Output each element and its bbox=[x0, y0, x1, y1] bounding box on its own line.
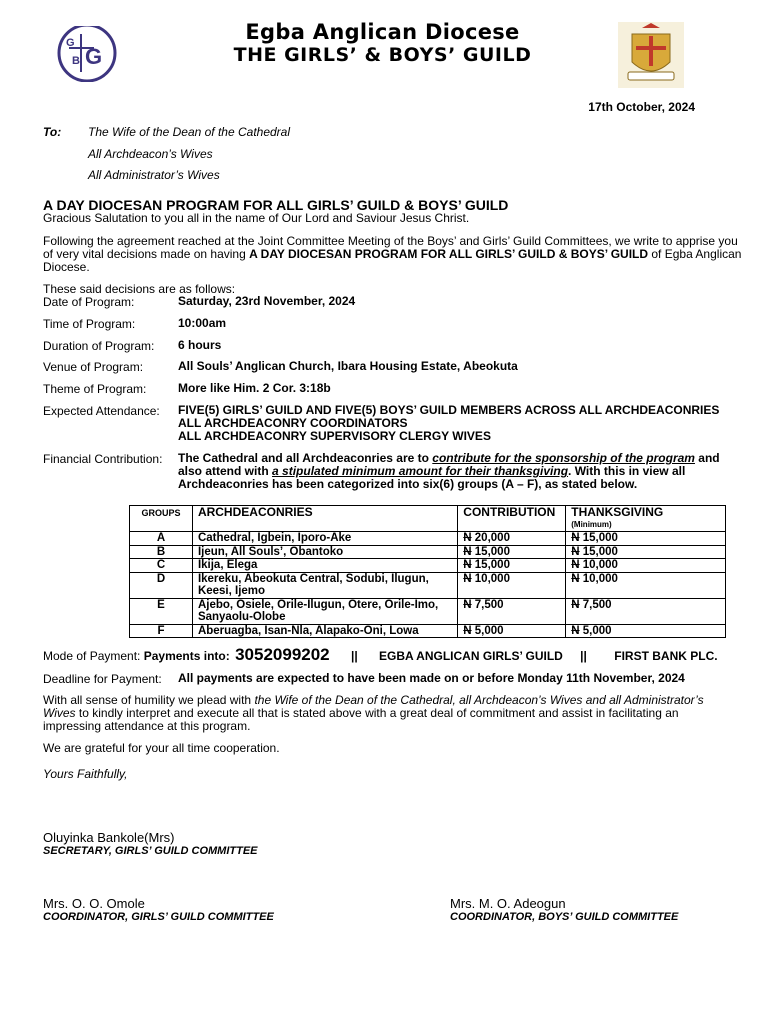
naira-sign: N bbox=[463, 624, 472, 637]
duration-label: Duration of Program: bbox=[43, 339, 155, 353]
amount-value: 15,000 bbox=[579, 532, 618, 544]
diocese-crest bbox=[618, 22, 684, 88]
date-label: Date of Program: bbox=[43, 295, 135, 309]
closing-text: With all sense of humility we plead with bbox=[43, 693, 255, 707]
deadline-value: All payments are expected to have been made on or before Monday 11th November, 2024 bbox=[178, 671, 685, 685]
thanksgiving-cell bbox=[566, 624, 726, 638]
amount-value: 15,000 bbox=[471, 545, 510, 558]
recipient-line: The Wife of the Dean of the Cathedral bbox=[88, 125, 291, 139]
naira-sign: N bbox=[463, 598, 472, 611]
archdeaconries-cell: Ijeun, All Souls’, Obantoko bbox=[192, 545, 457, 559]
contribution-cell bbox=[458, 559, 566, 573]
financial-label: Financial Contribution: bbox=[43, 452, 163, 466]
duration-value: 6 hours bbox=[178, 338, 222, 352]
closing-italic: the Wife of the Dean of the Cathedral, all Archdeacon’s Wives and all Administrator’s Wives bbox=[43, 693, 704, 720]
contribution-cell bbox=[458, 532, 566, 546]
naira-sign: N bbox=[463, 572, 472, 585]
thanksgiving-note: (Minimum) bbox=[571, 519, 612, 529]
thanksgiving-cell bbox=[566, 598, 726, 624]
signatory-title: COORDINATOR, BOYS’ GUILD COMMITTEE bbox=[450, 911, 679, 923]
financial-emphasis: a stipulated minimum amount for their thanksgiving bbox=[272, 464, 569, 478]
attendance-label: Expected Attendance: bbox=[43, 404, 160, 418]
col-header-groups: GROUPS bbox=[130, 506, 193, 532]
payment-line bbox=[43, 645, 718, 665]
table-row bbox=[130, 532, 726, 546]
thanksgiving-cell bbox=[566, 545, 726, 559]
col-header-thanksgiving bbox=[566, 506, 726, 532]
time-value: 10:00am bbox=[178, 316, 227, 330]
table-row bbox=[130, 559, 726, 573]
naira-sign: N bbox=[463, 532, 472, 544]
archdeaconries-cell: Ajebo, Osiele, Orile-Ilugun, Otere, Orile-Imo, Sanyaolu-Olobe bbox=[192, 598, 457, 624]
financial-emphasis: contribute for the sponsorship of the program bbox=[432, 451, 695, 465]
closing-text-end: to kindly interpret and execute all that is stated above with a great deal of commitment and assist in facilitating an impressing attendance at this program. bbox=[43, 706, 679, 733]
theme-label: Theme of Program: bbox=[43, 382, 147, 396]
intro-text-end: of Egba Anglican Diocese. bbox=[43, 247, 742, 274]
naira-sign: N bbox=[571, 545, 580, 558]
amount-value: 10,000 bbox=[579, 559, 618, 571]
table-row bbox=[130, 624, 726, 638]
group-cell: D bbox=[130, 572, 193, 598]
guild-title: THE GIRLS’ & BOYS’ GUILD bbox=[233, 44, 532, 66]
thanksgiving-cell bbox=[566, 532, 726, 546]
archdeaconries-cell: Ikereku, Abeokuta Central, Sodubi, Ilugun, Keesi, Ijemo bbox=[192, 572, 457, 598]
intro-text: Following the agreement reached at the Joint Committee Meeting of the Boys’ and Girls’ Guild Committees, we write to apprise you of very vital decisions made on having bbox=[43, 234, 738, 261]
time-label: Time of Program: bbox=[43, 317, 136, 331]
financial-text: The Cathedral and all Archdeaconries are to bbox=[178, 451, 433, 465]
amount-value: 10,000 bbox=[471, 572, 510, 585]
theme-value: More like Him. 2 Cor. 3:18b bbox=[178, 381, 331, 395]
financial-text: and also attend with bbox=[178, 451, 720, 478]
amount-value: 7,500 bbox=[471, 598, 504, 611]
signatory-name: Oluyinka Bankole(Mrs) bbox=[43, 830, 175, 845]
group-cell: E bbox=[130, 598, 193, 624]
naira-sign: N bbox=[571, 598, 580, 611]
group-cell: C bbox=[130, 559, 193, 573]
amount-value: 20,000 bbox=[471, 532, 510, 544]
decisions-intro: These said decisions are as follows: bbox=[43, 282, 236, 296]
account-number: 3052099202 bbox=[235, 645, 330, 664]
venue-value: All Souls’ Anglican Church, Ibara Housing Estate, Abeokuta bbox=[178, 359, 518, 373]
account-name: EGBA ANGLICAN GIRLS’ GUILD bbox=[379, 649, 563, 663]
intro-bold: A DAY DIOCESAN PROGRAM FOR ALL GIRLS’ GUILD & BOYS’ GUILD bbox=[249, 247, 649, 261]
signatory-name: Mrs. O. O. Omole bbox=[43, 896, 145, 911]
guild-logo bbox=[56, 26, 116, 78]
payment-label: Mode of Payment: bbox=[43, 649, 141, 663]
amount-value: 10,000 bbox=[579, 572, 618, 585]
col-header-contribution: CONTRIBUTION bbox=[458, 506, 566, 532]
letter-date: 17th October, 2024 bbox=[588, 100, 695, 114]
group-cell: A bbox=[130, 532, 193, 546]
salutation: Gracious Salutation to you all in the name of Our Lord and Saviour Jesus Christ. bbox=[43, 211, 470, 225]
bank-name: FIRST BANK PLC. bbox=[614, 649, 718, 663]
date-value: Saturday, 23rd November, 2024 bbox=[178, 294, 356, 308]
separator: || bbox=[580, 649, 587, 663]
amount-value: 15,000 bbox=[579, 545, 618, 558]
amount-value: 5,000 bbox=[471, 624, 504, 637]
thanksgiving-cell bbox=[566, 572, 726, 598]
signatory-title: SECRETARY, GIRLS’ GUILD COMMITTEE bbox=[43, 845, 258, 857]
attendance-line: FIVE(5) GIRLS’ GUILD AND FIVE(5) BOYS’ GUILD MEMBERS ACROSS ALL ARCHDEACONRIES bbox=[178, 403, 720, 417]
table-row bbox=[130, 598, 726, 624]
naira-sign: N bbox=[571, 532, 580, 544]
table-row bbox=[130, 545, 726, 559]
venue-label: Venue of Program: bbox=[43, 360, 144, 374]
amount-value: 5,000 bbox=[579, 624, 612, 637]
naira-sign: N bbox=[571, 624, 580, 637]
table-row bbox=[130, 572, 726, 598]
separator: || bbox=[350, 649, 358, 663]
to-label: To: bbox=[43, 125, 62, 139]
logo-letter-b: B bbox=[72, 55, 80, 67]
logo-letter-g2: G bbox=[85, 44, 103, 69]
financial-value bbox=[178, 452, 740, 491]
archdeaconries-cell: Aberuagba, Isan-Nla, Alapako-Oni, Lowa bbox=[192, 624, 457, 638]
closing-paragraph bbox=[43, 694, 733, 733]
naira-sign: N bbox=[571, 572, 580, 585]
thanksgiving-cell bbox=[566, 559, 726, 573]
gratitude: We are grateful for your all time cooperation. bbox=[43, 741, 280, 755]
attendance-line: ALL ARCHDEACONRY SUPERVISORY CLERGY WIVES bbox=[178, 429, 491, 443]
attendance-value bbox=[178, 404, 748, 443]
amount-value: 7,500 bbox=[579, 598, 612, 611]
contribution-cell bbox=[458, 624, 566, 638]
contribution-cell bbox=[458, 572, 566, 598]
intro-paragraph bbox=[43, 235, 743, 274]
recipient-line: All Administrator’s Wives bbox=[88, 168, 220, 182]
archdeaconries-cell: Cathedral, Igbein, Iporo-Ake bbox=[192, 532, 457, 546]
signatory-title: COORDINATOR, GIRLS’ GUILD COMMITTEE bbox=[43, 911, 274, 923]
deadline-label: Deadline for Payment: bbox=[43, 672, 162, 686]
contribution-cell bbox=[458, 545, 566, 559]
group-cell: B bbox=[130, 545, 193, 559]
naira-sign: N bbox=[463, 559, 472, 571]
recipient-line: All Archdeacon’s Wives bbox=[88, 147, 213, 161]
thanksgiving-header-text: THANKSGIVING bbox=[571, 505, 664, 519]
financial-text: . With this in view all Archdeaconries has been categorized into six(6) groups (A – F), as stated below. bbox=[178, 464, 686, 491]
letter-heading: A DAY DIOCESAN PROGRAM FOR ALL GIRLS’ GUILD & BOYS’ GUILD bbox=[43, 197, 509, 213]
signoff: Yours Faithfully, bbox=[43, 767, 128, 781]
col-header-archdeaconries: ARCHDEACONRIES bbox=[192, 506, 457, 532]
table-header-row bbox=[130, 506, 726, 532]
payment-into: Payments into: bbox=[143, 649, 230, 663]
signatory-name: Mrs. M. O. Adeogun bbox=[450, 896, 566, 911]
contribution-cell bbox=[458, 598, 566, 624]
diocese-title: Egba Anglican Diocese bbox=[245, 20, 520, 44]
archdeaconries-cell: Ikija, Elega bbox=[192, 559, 457, 573]
naira-sign: N bbox=[463, 545, 472, 558]
attendance-line: ALL ARCHDEACONRY COORDINATORS bbox=[178, 416, 408, 430]
groups-table bbox=[129, 505, 726, 638]
naira-sign: N bbox=[571, 559, 580, 571]
logo-letter-g1: G bbox=[66, 37, 75, 49]
amount-value: 15,000 bbox=[471, 559, 510, 571]
group-cell: F bbox=[130, 624, 193, 638]
